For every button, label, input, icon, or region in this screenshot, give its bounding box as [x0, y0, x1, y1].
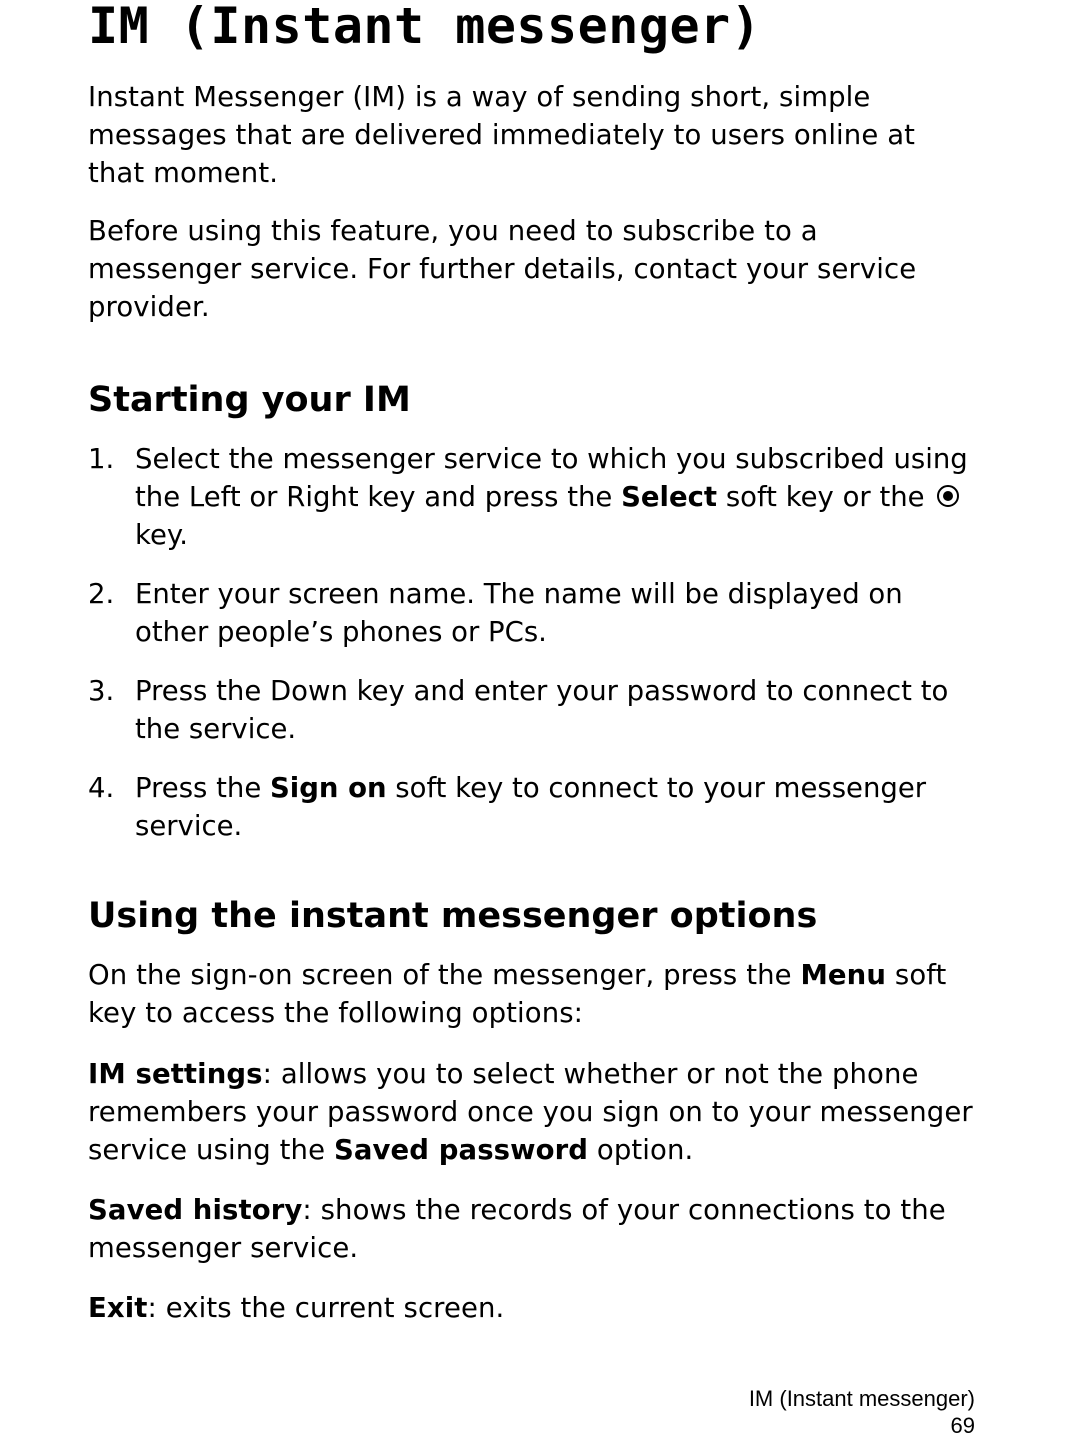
- select-softkey-label: Select: [621, 481, 718, 513]
- step-3: [88, 672, 978, 748]
- option-term: IM settings: [88, 1058, 263, 1090]
- page-footer: [749, 1385, 975, 1439]
- option-saved-history: [88, 1191, 978, 1267]
- step-text: Press the: [135, 772, 270, 804]
- page-title: IM (Instant messenger): [88, 0, 762, 55]
- step-text: soft key or the: [717, 481, 934, 513]
- options-intro-text: soft key to access the following options:: [88, 959, 947, 1029]
- step-number: 2.: [88, 578, 115, 610]
- option-term: Saved history: [88, 1194, 303, 1226]
- section-heading-options: Using the instant messenger options: [88, 896, 818, 936]
- option-description: : allows you to select whether or not the phone remembers your password once you sign on to your messenger service using the: [88, 1058, 973, 1166]
- section-heading-starting-im: Starting your IM: [88, 380, 411, 420]
- center-key-icon: [937, 485, 959, 507]
- option-description: : shows the records of your connections to the messenger service.: [88, 1194, 946, 1264]
- footer-chapter-title: IM (Instant messenger): [748, 1386, 975, 1411]
- step-2: [88, 575, 978, 651]
- option-description: : exits the current screen.: [147, 1292, 505, 1324]
- option-exit: [88, 1289, 978, 1327]
- saved-password-label: Saved password: [333, 1134, 589, 1166]
- option-term: Exit: [88, 1292, 148, 1324]
- option-description: option.: [588, 1134, 694, 1166]
- options-intro-text: On the sign-on screen of the messenger, press the: [88, 959, 801, 991]
- step-4: [88, 769, 978, 845]
- menu-softkey-label: Menu: [800, 959, 887, 991]
- option-im-settings: [88, 1055, 978, 1169]
- steps-list: [88, 440, 978, 845]
- step-1: [88, 440, 978, 554]
- sign-on-softkey-label: Sign on: [270, 772, 387, 804]
- step-text: Press the Down key and enter your password to connect to the service.: [135, 675, 949, 745]
- step-text: key.: [135, 519, 188, 551]
- step-number: 4.: [88, 772, 115, 804]
- intro-paragraph-1: Instant Messenger (IM) is a way of sending short, simple messages that are delivered immediately to users online at that moment.: [88, 81, 916, 189]
- page-number: 69: [950, 1413, 975, 1438]
- step-text: Enter your screen name. The name will be displayed on other people’s phones or PCs.: [135, 578, 903, 648]
- intro-paragraph-2: Before using this feature, you need to subscribe to a messenger service. For further details, contact your service provider.: [88, 215, 917, 323]
- step-text: Select the messenger service to which you subscribed using the Left or Right key and press the: [135, 443, 968, 513]
- step-number: 3.: [88, 675, 115, 707]
- step-number: 1.: [88, 443, 115, 475]
- options-intro: [88, 956, 978, 1032]
- step-text: soft key to connect to your messenger service.: [135, 772, 927, 842]
